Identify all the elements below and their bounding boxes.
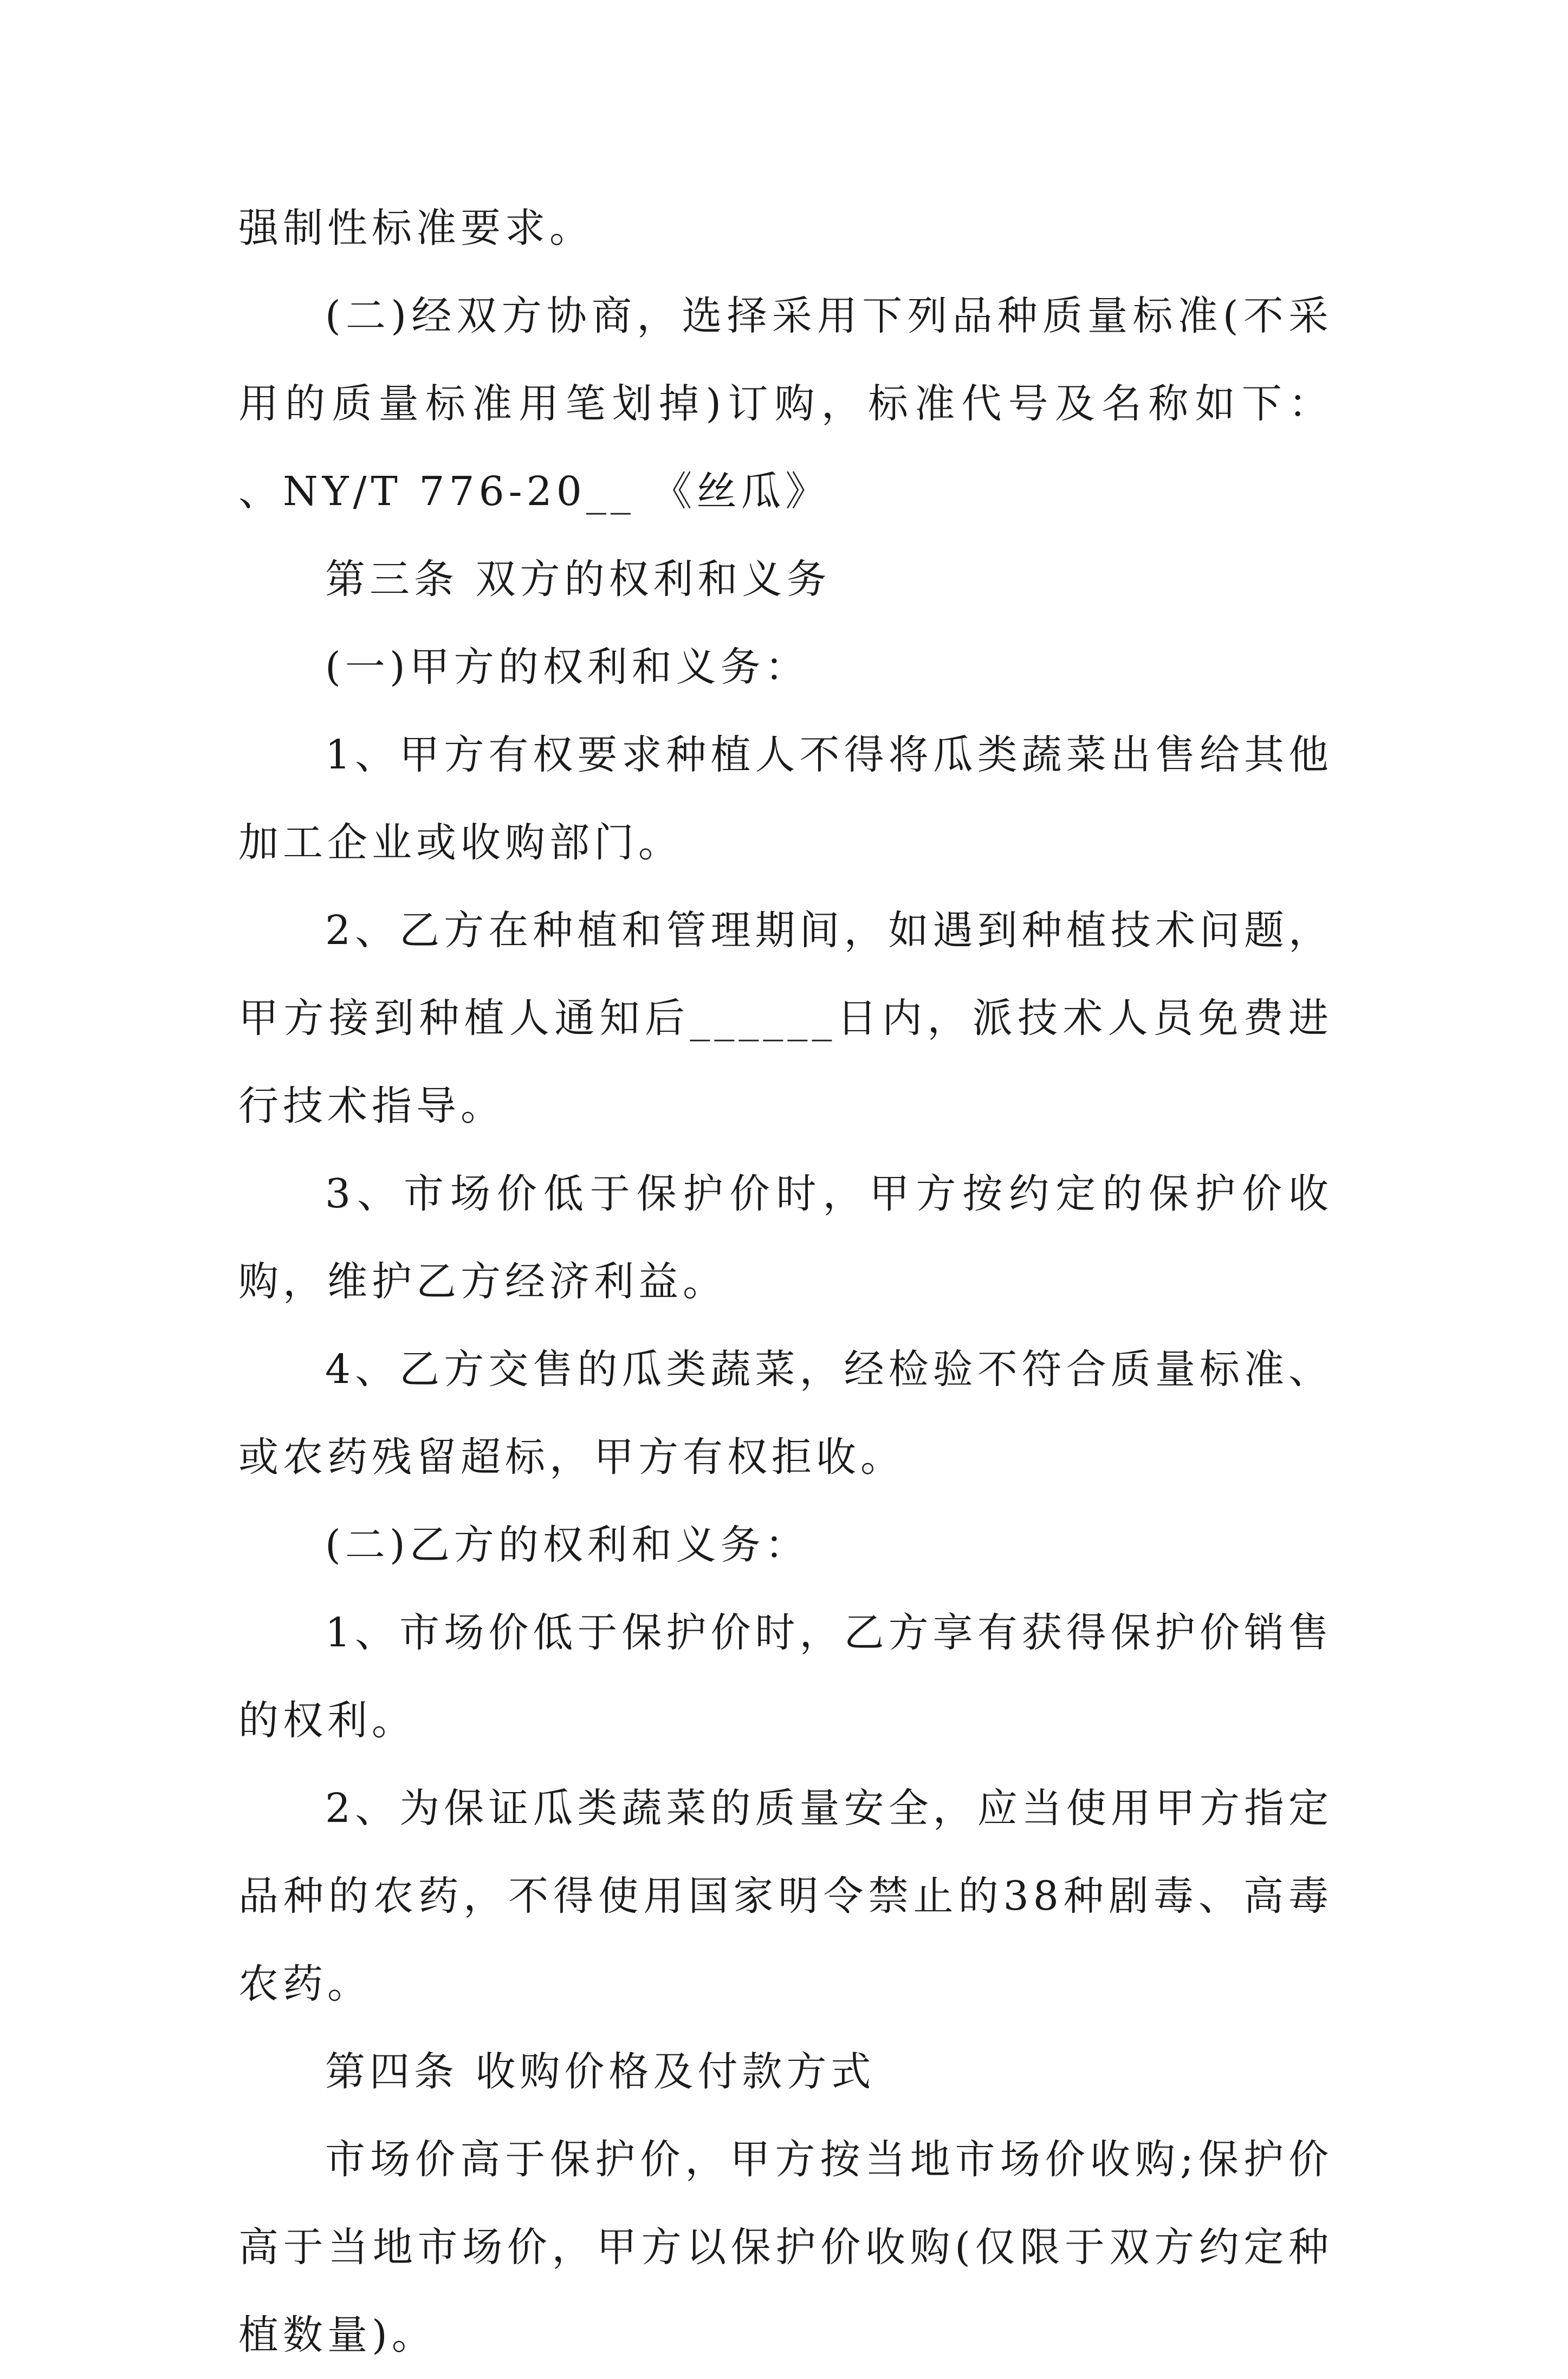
- subheading-party-a: (一)甲方的权利和义务：: [325, 644, 809, 690]
- paragraph-party-a-item-2: 2、乙方在种植和管理期间，如遇到种植技术问题，甲方接到种植人通知后______日内，派技术人员免费进行技术指导。: [238, 907, 1333, 1129]
- paragraph-party-a-item-1: 1、甲方有权要求种植人不得将瓜类蔬菜出售给其他加工企业或收购部门。: [238, 732, 1333, 866]
- paragraph-price-terms: 市场价高于保护价，甲方按当地市场价收购;保护价高于当地市场价，甲方以保护价收购(仅限于双方约定种植数量)。: [238, 2136, 1333, 2358]
- paragraph-quality-standard: (二)经双方协商，选择采用下列品种质量标准(不采用的质量标准用笔划掉)订购，标准代号及名称如下： 、NY/T 776-20__ 《丝瓜》: [238, 293, 1333, 515]
- paragraph-party-b-item-1: 1、市场价低于保护价时，乙方享有获得保护价销售的权利。: [238, 1609, 1333, 1744]
- section-heading-article-4: 第四条 收购价格及付款方式: [325, 2048, 876, 2095]
- paragraph-party-b-item-2: 2、为保证瓜类蔬菜的质量安全，应当使用甲方指定品种的农药，不得使用国家明令禁止的38种剧毒、高毒农药。: [238, 1785, 1333, 2007]
- subheading-party-b: (二)乙方的权利和义务：: [325, 1522, 809, 1568]
- paragraph-standard-requirement: 强制性标准要求。: [238, 205, 594, 251]
- paragraph-party-a-item-3: 3、市场价低于保护价时，甲方按约定的保护价收购，维护乙方经济利益。: [238, 1171, 1333, 1305]
- section-heading-article-3: 第三条 双方的权利和义务: [325, 556, 831, 603]
- paragraph-party-a-item-4: 4、乙方交售的瓜类蔬菜，经检验不符合质量标准、或农药残留超标，甲方有权拒收。: [238, 1346, 1333, 1481]
- document-body: [238, 184, 1333, 2379]
